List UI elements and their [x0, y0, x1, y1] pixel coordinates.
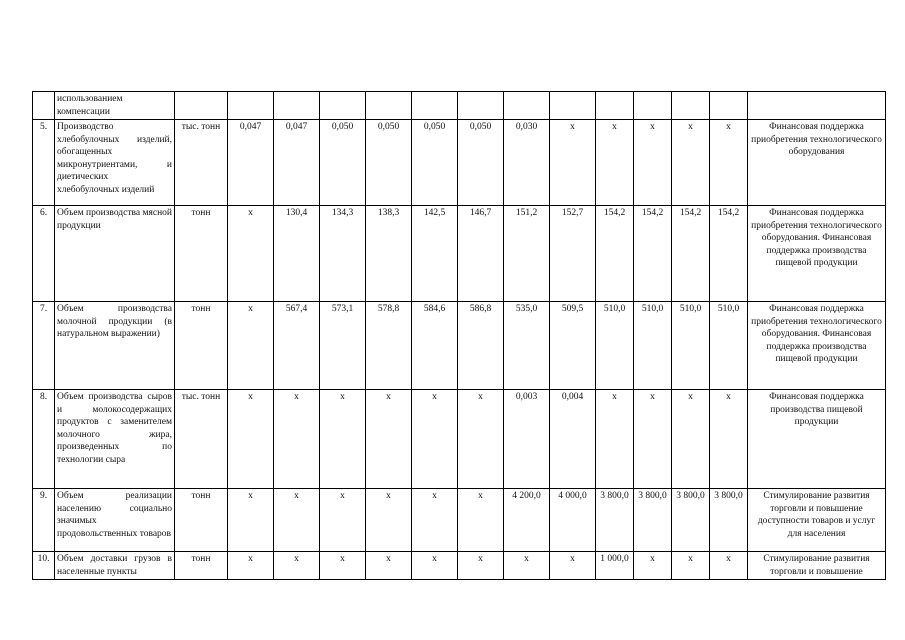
- value-cell: х: [320, 489, 366, 552]
- table-row: [33, 302, 886, 390]
- value-cell: 567,4: [274, 302, 320, 390]
- row-number: 10.: [33, 552, 55, 580]
- value-cell: х: [320, 552, 366, 580]
- value-cell: 573,1: [320, 302, 366, 390]
- value-cell: 134,3: [320, 206, 366, 302]
- indicator-name: Производство хлебобулочных изделий, обогащенных микронутриентами, и диетических хлебобулочных изделий: [55, 120, 175, 206]
- measure-note: Стимулирование развития торговли и повышение: [748, 552, 886, 580]
- value-cell: х: [228, 390, 274, 489]
- value-cell: 0,003: [504, 390, 550, 489]
- table-row: [33, 390, 886, 489]
- row-number: 5.: [33, 120, 55, 206]
- indicator-name: Объем производства сыров и молокосодержащих продуктов с заменителем молочного жира, произведенных по технологии сыра: [55, 390, 175, 489]
- value-cell: х: [412, 390, 458, 489]
- measure-note: Стимулирование развития торговли и повышение доступности товаров и услуг для населения: [748, 489, 886, 552]
- value-cell: х: [710, 120, 748, 206]
- value-cell: х: [274, 552, 320, 580]
- value-cell: 4 200,0: [504, 489, 550, 552]
- value-cell: 142,5: [412, 206, 458, 302]
- indicator-name: использованием компенсации: [55, 92, 175, 120]
- value-cell: 3 800,0: [710, 489, 748, 552]
- indicator-name: Объем производства молочной продукции (в натуральном выражении): [55, 302, 175, 390]
- value-cell: 4 000,0: [550, 489, 596, 552]
- table-row: [33, 489, 886, 552]
- value-cell: 510,0: [634, 302, 672, 390]
- value-cell: 130,4: [274, 206, 320, 302]
- value-cell: 509,5: [550, 302, 596, 390]
- value-cell: 138,3: [366, 206, 412, 302]
- table-row: [33, 552, 886, 580]
- value-cell: х: [458, 552, 504, 580]
- unit-cell: тыс. тонн: [175, 390, 228, 489]
- value-cell: х: [504, 552, 550, 580]
- value-cell: 152,7: [550, 206, 596, 302]
- value-cell: х: [672, 390, 710, 489]
- measure-note: Финансовая поддержка приобретения технологического оборудования. Финансовая поддержка производства пищевой продукции: [748, 206, 886, 302]
- value-cell: х: [366, 552, 412, 580]
- value-cell: х: [710, 552, 748, 580]
- value-cell: 586,8: [458, 302, 504, 390]
- value-cell: х: [228, 489, 274, 552]
- value-cell: 154,2: [596, 206, 634, 302]
- unit-cell: тыс. тонн: [175, 120, 228, 206]
- value-cell: 0,050: [458, 120, 504, 206]
- table-row-continuation: [33, 92, 886, 120]
- value-cell: 0,047: [228, 120, 274, 206]
- table-row: [33, 206, 886, 302]
- value-cell: х: [458, 390, 504, 489]
- value-cell: 0,004: [550, 390, 596, 489]
- value-cell: 146,7: [458, 206, 504, 302]
- value-cell: 3 800,0: [634, 489, 672, 552]
- indicator-name: Объем реализации населению социально значимых продовольственных товаров: [55, 489, 175, 552]
- table-row: [33, 120, 886, 206]
- row-number: [33, 92, 55, 120]
- row-number: 6.: [33, 206, 55, 302]
- value-cell: 510,0: [596, 302, 634, 390]
- value-cell: 151,2: [504, 206, 550, 302]
- unit-cell: тонн: [175, 489, 228, 552]
- value-cell: х: [228, 302, 274, 390]
- value-cell: 535,0: [504, 302, 550, 390]
- value-cell: х: [596, 120, 634, 206]
- value-cell: х: [366, 390, 412, 489]
- value-cell: х: [710, 390, 748, 489]
- value-cell: х: [458, 489, 504, 552]
- value-cell: 1 000,0: [596, 552, 634, 580]
- value-cell: х: [672, 120, 710, 206]
- value-cell: х: [550, 552, 596, 580]
- measure-note: Финансовая поддержка приобретения технологического оборудования: [748, 120, 886, 206]
- measure-note: Финансовая поддержка приобретения технологического оборудования. Финансовая поддержка производства пищевой продукции: [748, 302, 886, 390]
- value-cell: х: [274, 390, 320, 489]
- indicator-name: Объем производства мясной продукции: [55, 206, 175, 302]
- value-cell: х: [320, 390, 366, 489]
- value-cell: 0,047: [274, 120, 320, 206]
- unit-cell: тонн: [175, 302, 228, 390]
- value-cell: 584,6: [412, 302, 458, 390]
- row-number: 8.: [33, 390, 55, 489]
- value-cell: х: [596, 390, 634, 489]
- value-cell: х: [274, 489, 320, 552]
- value-cell: 3 800,0: [672, 489, 710, 552]
- value-cell: х: [412, 552, 458, 580]
- value-cell: 154,2: [634, 206, 672, 302]
- value-cell: х: [672, 552, 710, 580]
- row-number: 9.: [33, 489, 55, 552]
- value-cell: 0,030: [504, 120, 550, 206]
- value-cell: 0,050: [366, 120, 412, 206]
- value-cell: 154,2: [710, 206, 748, 302]
- value-cell: 154,2: [672, 206, 710, 302]
- value-cell: х: [366, 489, 412, 552]
- value-cell: 510,0: [672, 302, 710, 390]
- value-cell: х: [634, 390, 672, 489]
- unit-cell: тонн: [175, 206, 228, 302]
- indicators-table: [32, 91, 886, 580]
- value-cell: х: [550, 120, 596, 206]
- value-cell: 578,8: [366, 302, 412, 390]
- value-cell: 3 800,0: [596, 489, 634, 552]
- value-cell: х: [228, 206, 274, 302]
- value-cell: 0,050: [320, 120, 366, 206]
- value-cell: 0,050: [412, 120, 458, 206]
- value-cell: х: [634, 120, 672, 206]
- indicator-name: Объем доставки грузов в населенные пункты: [55, 552, 175, 580]
- measure-note: Финансовая поддержка производства пищевой продукции: [748, 390, 886, 489]
- value-cell: 510,0: [710, 302, 748, 390]
- unit-cell: тонн: [175, 552, 228, 580]
- row-number: 7.: [33, 302, 55, 390]
- value-cell: х: [634, 552, 672, 580]
- value-cell: х: [412, 489, 458, 552]
- value-cell: х: [228, 552, 274, 580]
